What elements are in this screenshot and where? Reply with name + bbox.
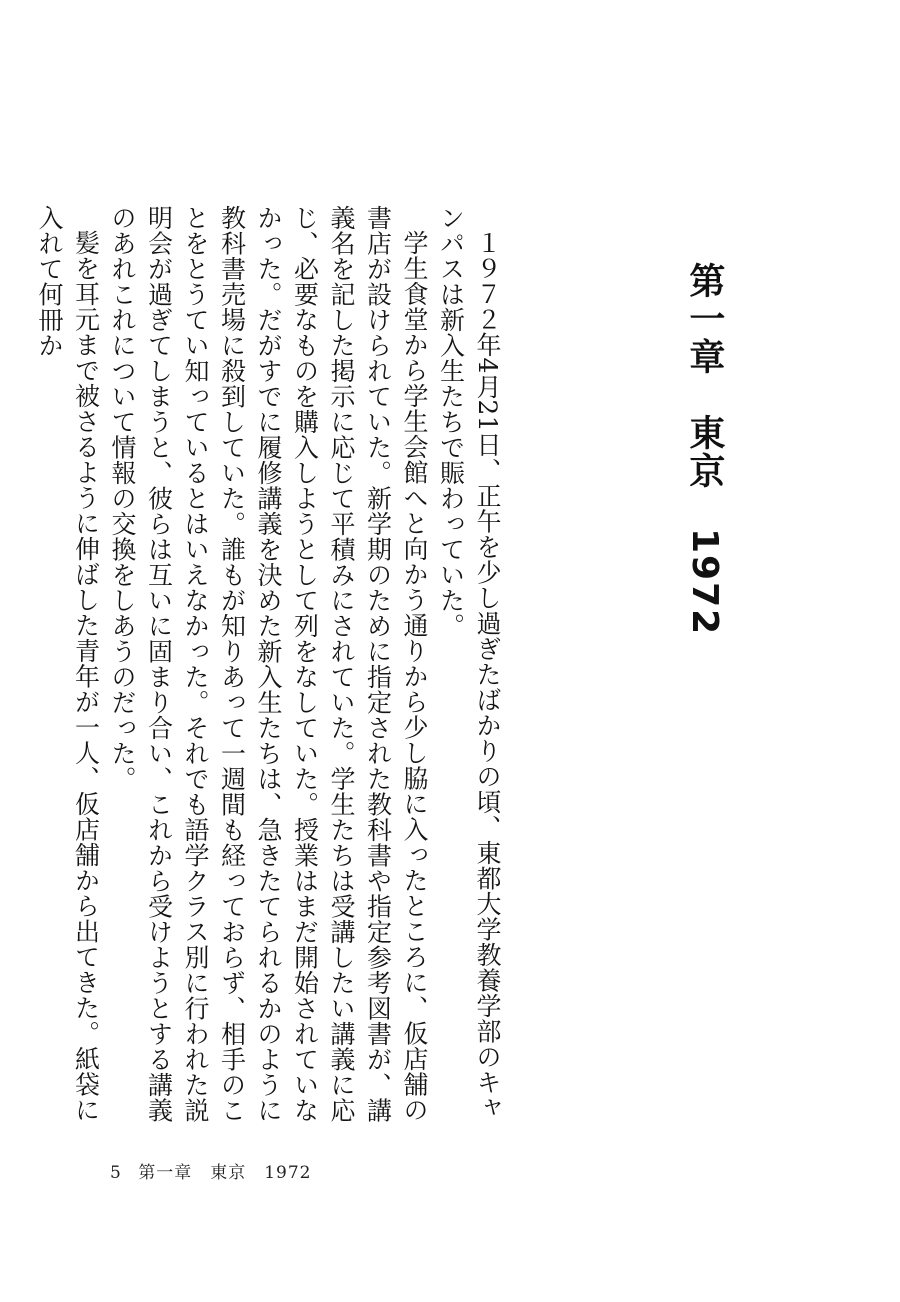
paragraph: １９７２年4月21日、正午を少し過ぎたばかりの頃、東都大学教養学部のキャンパスは新入生たちで賑わっていた。 (436, 205, 502, 1121)
paragraph: 髪を耳元まで被さるように伸ばした青年が一人、仮店舗から出てきた。紙袋に入れて何冊か (35, 205, 101, 1123)
body-text (31, 205, 506, 1125)
page-number: 5 (110, 1163, 121, 1183)
chapter-title: 第一章 東京 1972 (683, 262, 725, 637)
page-footer (110, 1158, 312, 1183)
running-header-chapter: 第一章 東京 1972 (138, 1163, 312, 1183)
paragraph: 学生食堂から学生会館へと向かう通りから少し脇に入ったところに、仮店舗の書店が設けられていた。新学期のために指定された教科書や指定参考図書が、講義名を記した掲示に応じて平積みにされていた。学生たちは受講したい講義に応じ、必要なものを購入しようとして列をなしていた。授業はまだ開始されていなかった。だがすでに履修講義を決めた新入生たちは、急きたてられるかのように教科書売場に殺到していた。誰もが知りあって一週間も経っておらず、相手のことをとうてい知っているとはいえなかった。それでも語学クラス別に行われた説明会が過ぎてしまうと、彼らは互いに固まり合い、これから受けようとする講義のあれこれについて情報の交換をしあうのだった。 (108, 205, 429, 1123)
